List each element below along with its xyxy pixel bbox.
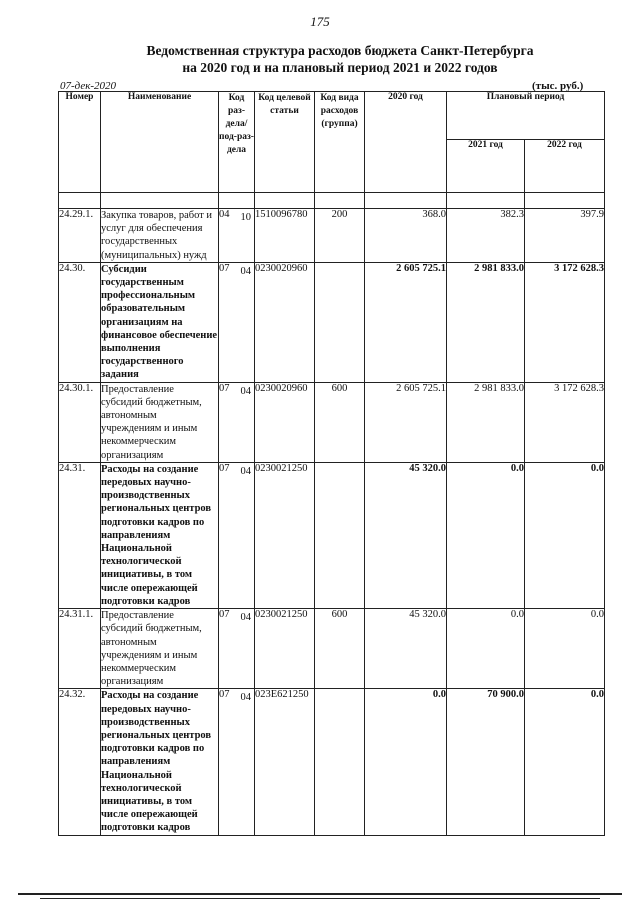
spacer-cell <box>59 193 101 209</box>
footer-rule-thin <box>40 898 600 899</box>
podrazdel-code: 04 <box>240 385 251 397</box>
units-label: (тыс. руб.) <box>532 80 584 92</box>
row-name: Расходы на создание передовых научно-производственных региональных центров подготовки кадров по направлениям Национальной технологической инициативы, в том числе опережающей подготовки кадров <box>101 462 219 608</box>
spacer-cell <box>447 193 525 209</box>
row-2021: 2 981 833.0 <box>447 382 525 462</box>
row-name: Закупка товаров, работ и услуг для обеспечения государственных (муниципальных) нужд <box>101 209 219 263</box>
row-number: 24.31.1. <box>59 609 101 689</box>
podrazdel-code: 04 <box>240 612 251 624</box>
document-date: 07-дек-2020 <box>60 80 117 92</box>
row-razdel <box>219 462 255 608</box>
header-razdel: Код раз-дела/ под-раз-дела <box>219 92 255 193</box>
row-csr: 0230020960 <box>255 382 315 462</box>
header-2020: 2020 год <box>365 92 447 193</box>
row-razdel <box>219 609 255 689</box>
razdel-code: 07 <box>219 382 230 394</box>
header-plan-period: Плановый период <box>447 92 605 140</box>
podrazdel-code: 04 <box>240 692 251 704</box>
header-vr: Код вида расходов (группа) <box>315 92 365 193</box>
table-row <box>59 462 605 608</box>
row-csr: 0230020960 <box>255 262 315 382</box>
table-row <box>59 209 605 263</box>
row-vr <box>315 462 365 608</box>
title-line-1: Ведомственная структура расходов бюджета Санкт-Петербурга <box>146 43 534 58</box>
razdel-code: 07 <box>219 689 230 701</box>
row-2020: 45 320.0 <box>365 609 447 689</box>
row-2022: 3 172 628.3 <box>525 382 605 462</box>
row-number: 24.29.1. <box>59 209 101 263</box>
row-2021: 0.0 <box>447 609 525 689</box>
spacer-cell <box>101 193 219 209</box>
footer-rule <box>18 893 622 895</box>
row-2022: 0.0 <box>525 609 605 689</box>
row-number: 24.32. <box>59 689 101 835</box>
budget-table <box>58 91 605 836</box>
table-row <box>59 609 605 689</box>
table-row <box>59 689 605 835</box>
row-2021: 70 900.0 <box>447 689 525 835</box>
podrazdel-code: 04 <box>240 265 251 277</box>
row-name: Расходы на создание передовых научно-производственных региональных центров подготовки кадров по направлениям Национальной технологической инициативы, в том числе опережающей подготовки кадров <box>101 689 219 835</box>
row-vr <box>315 262 365 382</box>
row-number: 24.31. <box>59 462 101 608</box>
razdel-code: 07 <box>219 262 230 274</box>
row-csr: 0230021250 <box>255 462 315 608</box>
row-2020: 2 605 725.1 <box>365 262 447 382</box>
row-name: Предоставление субсидий бюджетным, автономным учреждениям и иным некоммерческим организациям <box>101 609 219 689</box>
spacer-cell <box>365 193 447 209</box>
header-2022: 2022 год <box>525 139 605 192</box>
row-vr: 200 <box>315 209 365 263</box>
row-csr: 1510096780 <box>255 209 315 263</box>
razdel-code: 07 <box>219 462 230 474</box>
row-name: Предоставление субсидий бюджетным, автономным учреждениям и иным некоммерческим организациям <box>101 382 219 462</box>
header-name: Наименование <box>101 92 219 193</box>
row-2022: 0.0 <box>525 689 605 835</box>
table-row <box>59 382 605 462</box>
header-row <box>59 92 605 140</box>
row-razdel <box>219 689 255 835</box>
row-2020: 368.0 <box>365 209 447 263</box>
row-number: 24.30.1. <box>59 382 101 462</box>
title-line-2: на 2020 год и на плановый период 2021 и 2022 годов <box>182 60 498 75</box>
row-razdel <box>219 262 255 382</box>
document-title <box>0 42 640 76</box>
row-2022: 0.0 <box>525 462 605 608</box>
row-csr: 0230021250 <box>255 609 315 689</box>
row-2020: 0.0 <box>365 689 447 835</box>
spacer-cell <box>525 193 605 209</box>
row-number: 24.30. <box>59 262 101 382</box>
budget-rows <box>59 193 605 836</box>
row-2021: 382.3 <box>447 209 525 263</box>
header-number: Номер <box>59 92 101 193</box>
row-2021: 0.0 <box>447 462 525 608</box>
page-number: 175 <box>310 14 330 29</box>
podrazdel-code: 04 <box>240 465 251 477</box>
razdel-code: 04 <box>219 209 230 220</box>
row-vr: 600 <box>315 609 365 689</box>
spacer-cell <box>315 193 365 209</box>
row-2020: 45 320.0 <box>365 462 447 608</box>
row-razdel <box>219 382 255 462</box>
spacer-cell <box>255 193 315 209</box>
row-2022: 3 172 628.3 <box>525 262 605 382</box>
row-2022: 397.9 <box>525 209 605 263</box>
row-csr: 023E621250 <box>255 689 315 835</box>
row-2020: 2 605 725.1 <box>365 382 447 462</box>
row-razdel <box>219 209 255 263</box>
razdel-code: 07 <box>219 609 230 621</box>
row-name: Субсидии государственным профессиональным образовательным организациям на финансовое обеспечение выполнения государственного задания <box>101 263 218 381</box>
table-row <box>59 262 605 382</box>
header-spacer-row <box>59 193 605 209</box>
row-vr <box>315 689 365 835</box>
row-vr: 600 <box>315 382 365 462</box>
row-2021: 2 981 833.0 <box>447 262 525 382</box>
spacer-cell <box>219 193 255 209</box>
podrazdel-code: 10 <box>240 212 251 223</box>
header-csr: Код целевой статьи <box>255 92 315 193</box>
header-2021: 2021 год <box>447 139 525 192</box>
